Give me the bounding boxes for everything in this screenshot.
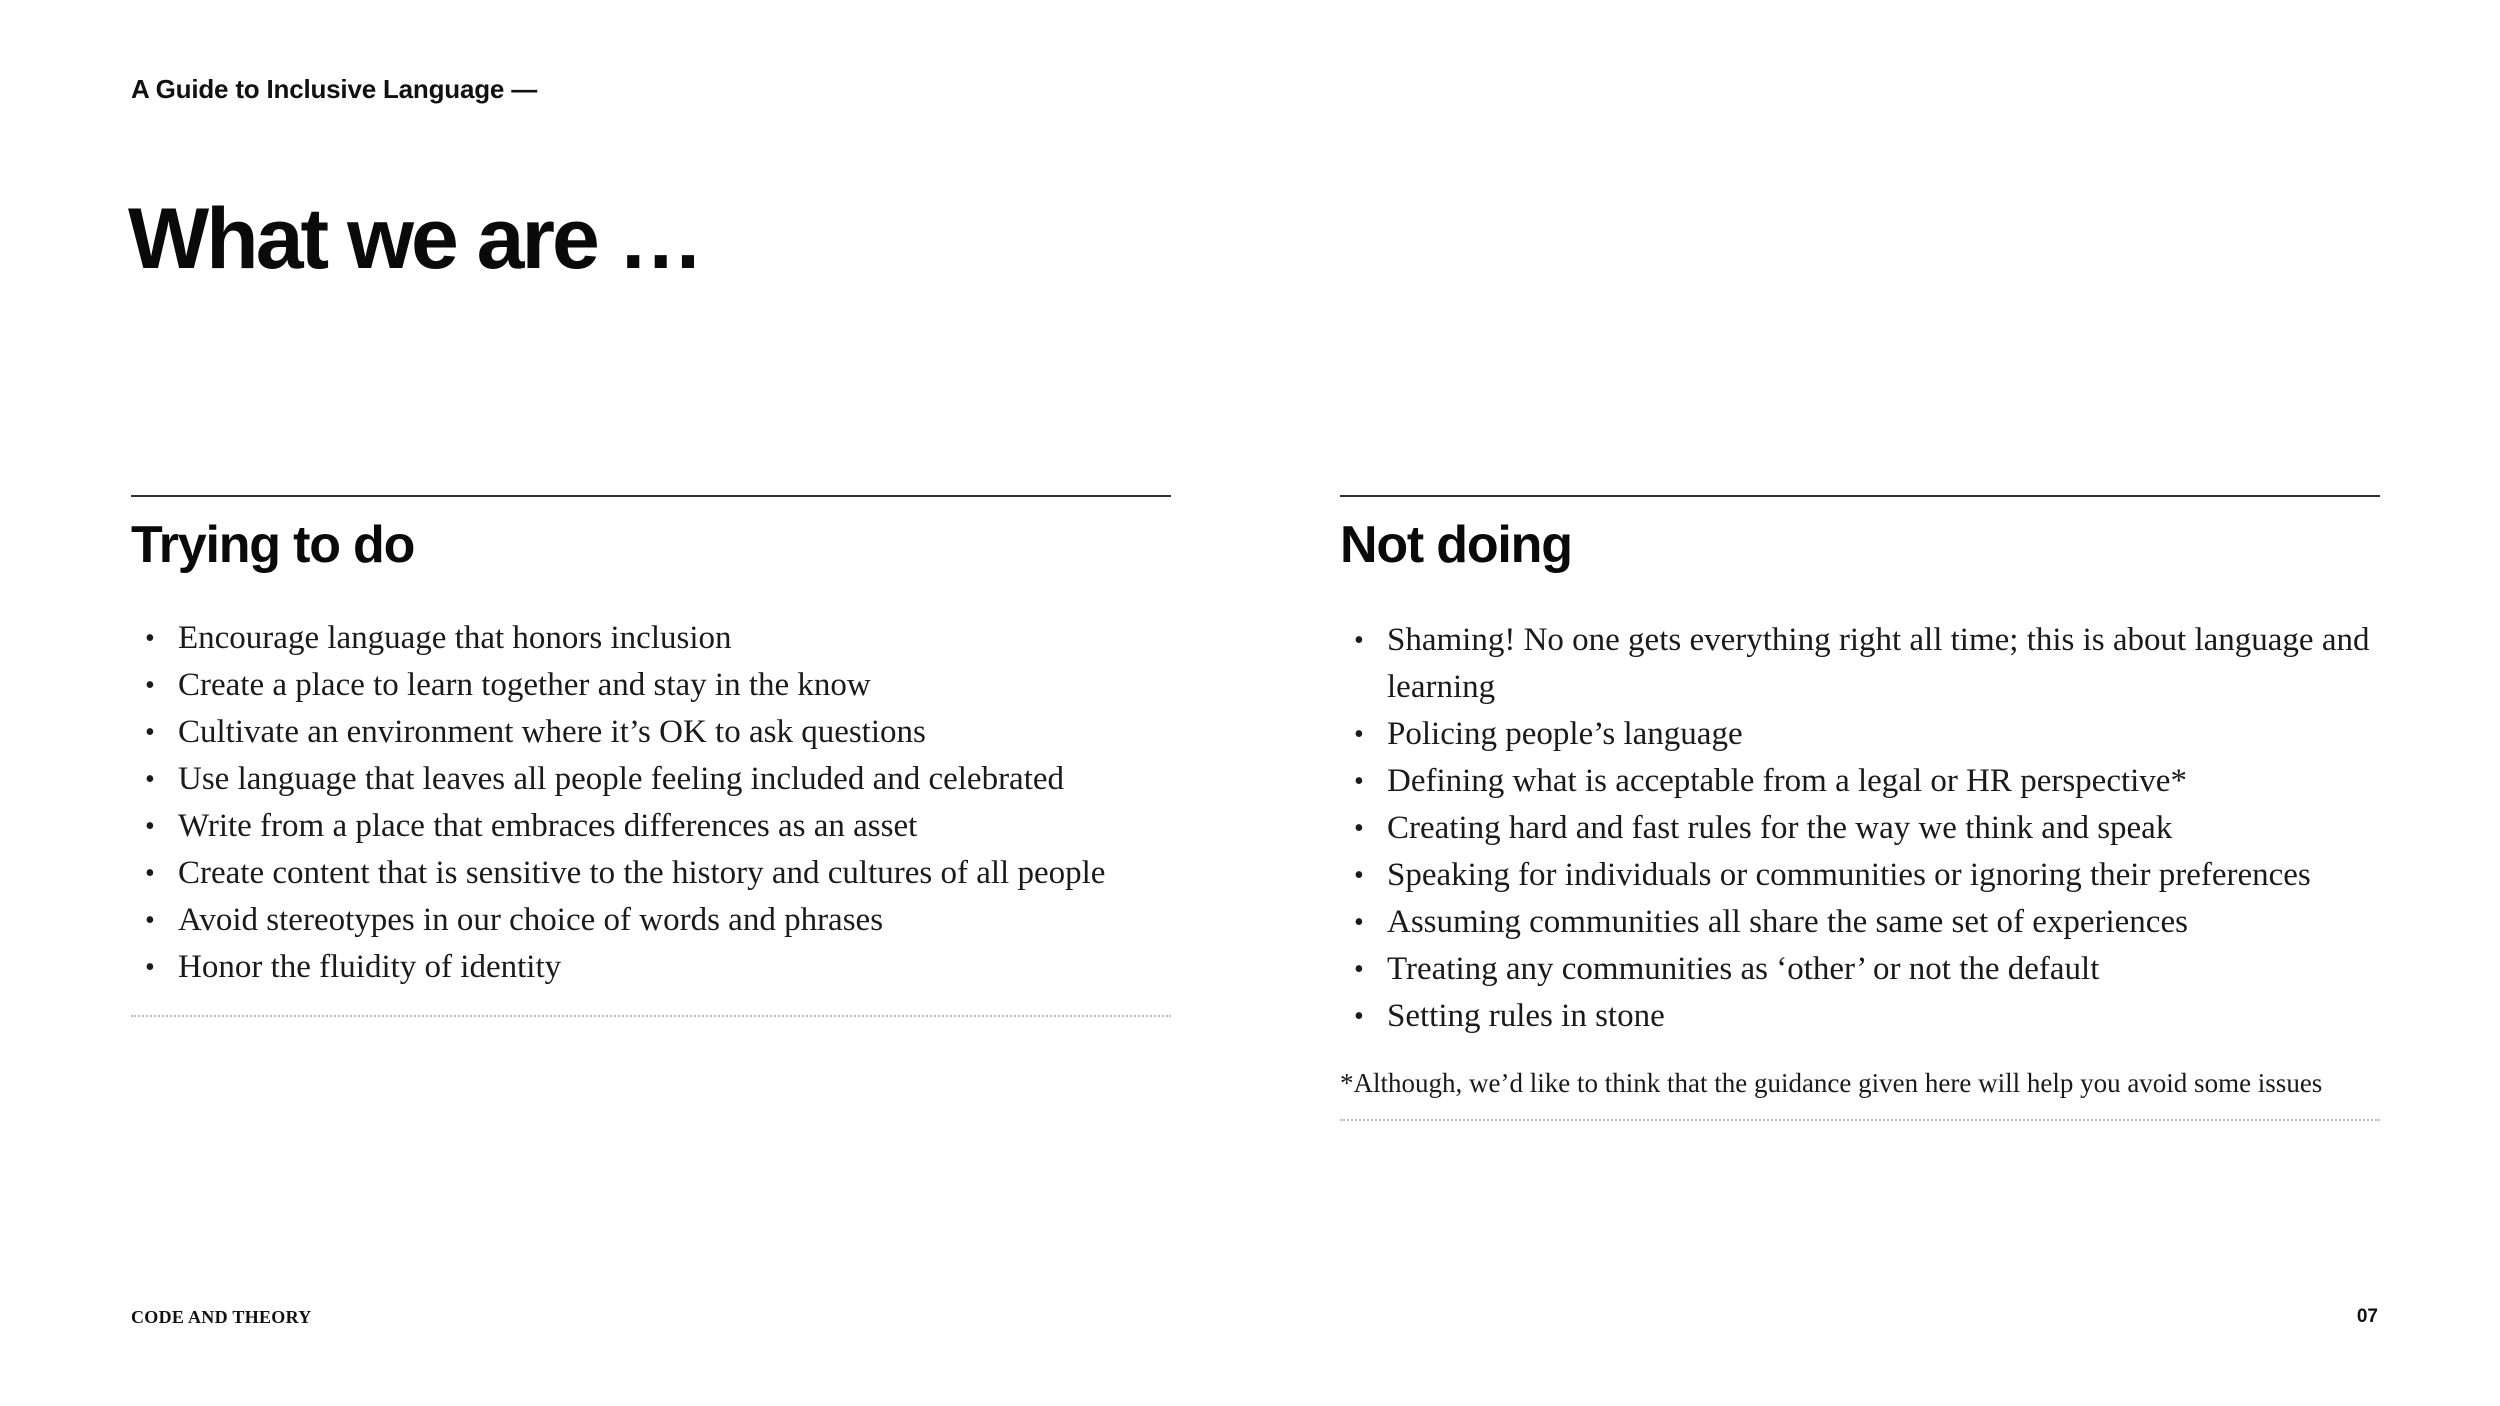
list-item: • Shaming! No one gets everything right all time; this is about language and learning [1340,617,2380,711]
list-item: • Speaking for individuals or communities or ignoring their preferences [1340,852,2380,899]
list-item: • Treating any communities as ‘other’ or not the default [1340,946,2380,993]
list-item: • Setting rules in stone [1340,993,2380,1040]
list-item: • Creating hard and fast rules for the way we think and speak [1340,805,2380,852]
not-doing-heading: Not doing [1340,516,1572,574]
list-item: • Honor the fluidity of identity [131,944,1171,991]
list-item: • Assuming communities all share the same set of experiences [1340,899,2380,946]
footnote: *Although, we’d like to think that the guidance given here will help you avoid some issues [1340,1068,2323,1098]
not-doing-section [1340,495,2380,1121]
page-title: What we are … [128,191,701,287]
footer-brand: CODE AND THEORY [131,1307,312,1327]
list-item: • Create a place to learn together and stay in the know [131,662,1171,709]
section-bottom-divider [1340,1119,2380,1121]
document-eyebrow: A Guide to Inclusive Language — [131,74,538,104]
page-number: 07 [2356,1306,2378,1327]
list-item: • Defining what is acceptable from a legal or HR perspective* [1340,758,2380,805]
list-item: • Use language that leaves all people feeling included and celebrated [131,756,1171,803]
list-item: • Encourage language that honors inclusion [131,615,1171,662]
section-top-divider [131,495,1171,497]
section-top-divider [1340,495,2380,497]
not-doing-list [1340,617,2380,1040]
list-item: • Create content that is sensitive to the history and cultures of all people [131,850,1171,897]
list-item: • Cultivate an environment where it’s OK to ask questions [131,709,1171,756]
trying-to-do-heading: Trying to do [131,516,415,574]
list-item: • Write from a place that embraces differences as an asset [131,803,1171,850]
section-bottom-divider [131,1015,1171,1017]
trying-to-do-section [131,495,1171,1017]
list-item: • Avoid stereotypes in our choice of words and phrases [131,897,1171,944]
list-item: • Policing people’s language [1340,711,2380,758]
trying-to-do-list [131,615,1171,991]
